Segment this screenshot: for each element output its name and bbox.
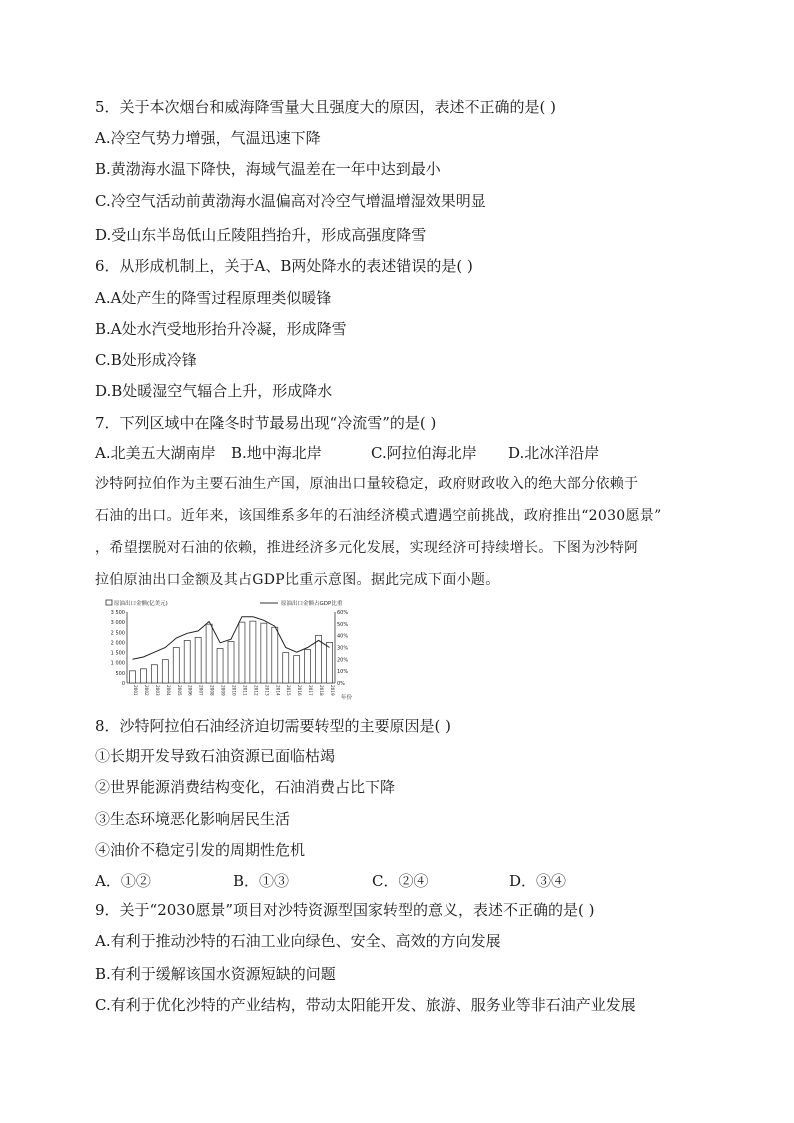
q6-option-a: A.A处产生的降雪过程原理类似暖锋 — [95, 289, 332, 307]
x-tick-label: 2006 — [187, 685, 193, 696]
q8-option-a: A．①② — [95, 872, 151, 890]
q6-option-c: C.B处形成冷锋 — [95, 351, 197, 369]
q7-option-d: D.北冰洋沿岸 — [508, 444, 600, 462]
passage-line-3: ，希望摆脱对石油的依赖，推进经济多元化发展，实现经济可持续增长。下图为沙特阿 — [95, 540, 639, 556]
q7-option-a: A.北美五大湖南岸 — [95, 444, 216, 462]
bar — [239, 622, 245, 683]
x-tick-label: 2007 — [198, 685, 204, 696]
passage-line-2: 石油的出口。近年来，该国维系多年的石油经济模式遭遇空前挑战，政府推出“2030愿景” — [95, 508, 662, 524]
q8-statement-3: ③生态环境恶化影响居民生活 — [95, 810, 291, 828]
bar — [316, 635, 322, 683]
y-right-tick-label: 20% — [337, 657, 349, 664]
x-tick-label: 2005 — [176, 685, 182, 696]
y-right-tick-label: 10% — [337, 669, 349, 676]
q8-statement-2: ②世界能源消费结构变化，石油消费占比下降 — [95, 778, 396, 796]
x-tick-label: 2009 — [220, 685, 226, 696]
bar — [250, 621, 256, 683]
y-left-tick-label: 0 — [121, 681, 125, 687]
q8-statement-1: ①长期开发导致石油资源已面临枯竭 — [95, 747, 336, 765]
bar — [140, 669, 146, 683]
q9-option-b: B.有利于缓解该国水资源短缺的问题 — [95, 965, 336, 983]
x-tick-label: 2018 — [319, 685, 325, 696]
passage-line-4: 拉伯原油出口金额及其占GDP比重示意图。据此完成下面小题。 — [95, 572, 500, 588]
y-left-tick-label: 3 500 — [110, 610, 125, 616]
bar — [129, 671, 135, 683]
x-tick-label: 2003 — [154, 685, 160, 696]
y-right-tick-label: 50% — [337, 621, 349, 628]
bar — [217, 649, 223, 683]
legend-bar-label: 原油出口金额(亿美元) — [114, 601, 168, 607]
q9-option-a: A.有利于推动沙特的石油工业向绿色、安全、高效的方向发展 — [95, 932, 501, 950]
x-axis-label: 年份 — [341, 695, 353, 701]
x-tick-label: 2016 — [297, 685, 303, 696]
x-tick-label: 2015 — [286, 685, 292, 696]
bar — [305, 650, 311, 683]
y-right-tick-label: 40% — [337, 633, 349, 640]
passage-line-1: 沙特阿拉伯作为主要石油生产国，原油出口量较稳定，政府财政收入的绝大部分依赖于 — [95, 476, 639, 492]
legend-bar-swatch — [106, 600, 112, 605]
q9-stem: 9．关于“2030愿景”项目对沙特资源型国家转型的意义，表述不正确的是( ) — [95, 901, 595, 919]
x-tick-label: 2002 — [143, 685, 149, 696]
q7-options — [95, 443, 695, 463]
q6-option-d: D.B处暖湿空气辐合上升，形成降水 — [95, 382, 333, 400]
q5-option-b: B.黄渤海水温下降快，海域气温差在一年中达到最小 — [95, 160, 441, 178]
x-tick-label: 2012 — [253, 685, 259, 696]
bar — [283, 653, 289, 683]
q5-option-c: C.冷空气活动前黄渤海水温偏高对冷空气增温增湿效果明显 — [95, 192, 486, 210]
x-tick-label: 2001 — [132, 685, 138, 696]
reading-passage — [95, 468, 695, 596]
x-tick-label: 2017 — [308, 685, 314, 696]
y-left-tick-label: 1 000 — [110, 660, 125, 667]
q6-stem: 6．从形成机制上，关于A、B两处降水的表述错误的是( ) — [95, 257, 473, 275]
y-left-tick-label: 2 500 — [110, 630, 125, 637]
q8-option-b: B．①③ — [233, 872, 290, 890]
bar — [272, 627, 278, 683]
bar — [151, 665, 157, 683]
oil-export-chart — [100, 596, 365, 702]
y-left-tick-label: 500 — [115, 670, 125, 677]
x-tick-label: 2008 — [209, 685, 215, 696]
bar — [195, 637, 201, 683]
q5-option-d: D.受山东半岛低山丘陵阻挡抬升，形成高强度降雪 — [95, 226, 427, 244]
x-tick-label: 2013 — [264, 685, 270, 696]
bar — [206, 624, 212, 683]
y-right-tick-label: 30% — [337, 645, 349, 652]
y-left-tick-label: 3 000 — [110, 620, 125, 627]
y-left-tick-label: 2 000 — [110, 640, 125, 647]
x-tick-label: 2019 — [330, 685, 336, 696]
y-left-tick-label: 1 500 — [110, 650, 125, 657]
q6-option-b: B.A处水汽受地形抬升冷凝，形成降雪 — [95, 320, 347, 338]
bar — [184, 640, 190, 683]
bar — [173, 648, 179, 684]
bar — [327, 642, 333, 683]
x-tick-label: 2014 — [275, 685, 281, 696]
bar — [294, 656, 300, 683]
q8-stem: 8．沙特阿拉伯石油经济迫切需要转型的主要原因是( ) — [95, 717, 452, 735]
q9-option-c: C.有利于优化沙特的产业结构，带动太阳能开发、旅游、服务业等非石油产业发展 — [95, 996, 636, 1014]
q8-options — [95, 871, 695, 891]
y-right-tick-label: 0% — [337, 681, 345, 687]
q7-stem: 7．下列区域中在隆冬时节最易出现“冷流雪”的是( ) — [95, 414, 437, 432]
q5-option-a: A.冷空气势力增强，气温迅速下降 — [95, 129, 321, 147]
q8-statement-4: ④油价不稳定引发的周期性危机 — [95, 841, 306, 859]
q7-option-c: C.阿拉伯海北岸 — [371, 444, 477, 462]
y-right-tick-label: 60% — [337, 610, 349, 616]
bar — [261, 623, 267, 683]
q5-stem: 5．关于本次烟台和威海降雪量大且强度大的原因，表述不正确的是( ) — [95, 98, 557, 116]
q8-option-c: C．②④ — [372, 872, 429, 890]
q8-option-d: D．③④ — [509, 872, 567, 890]
x-tick-label: 2011 — [242, 685, 248, 696]
legend-line-label: 原油出口金额占GDP比重 — [281, 601, 343, 607]
bar — [162, 660, 168, 683]
q7-option-b: B.地中海北岸 — [231, 444, 322, 462]
bar — [228, 641, 234, 683]
x-tick-label: 2004 — [165, 685, 171, 696]
x-tick-label: 2010 — [231, 685, 237, 696]
